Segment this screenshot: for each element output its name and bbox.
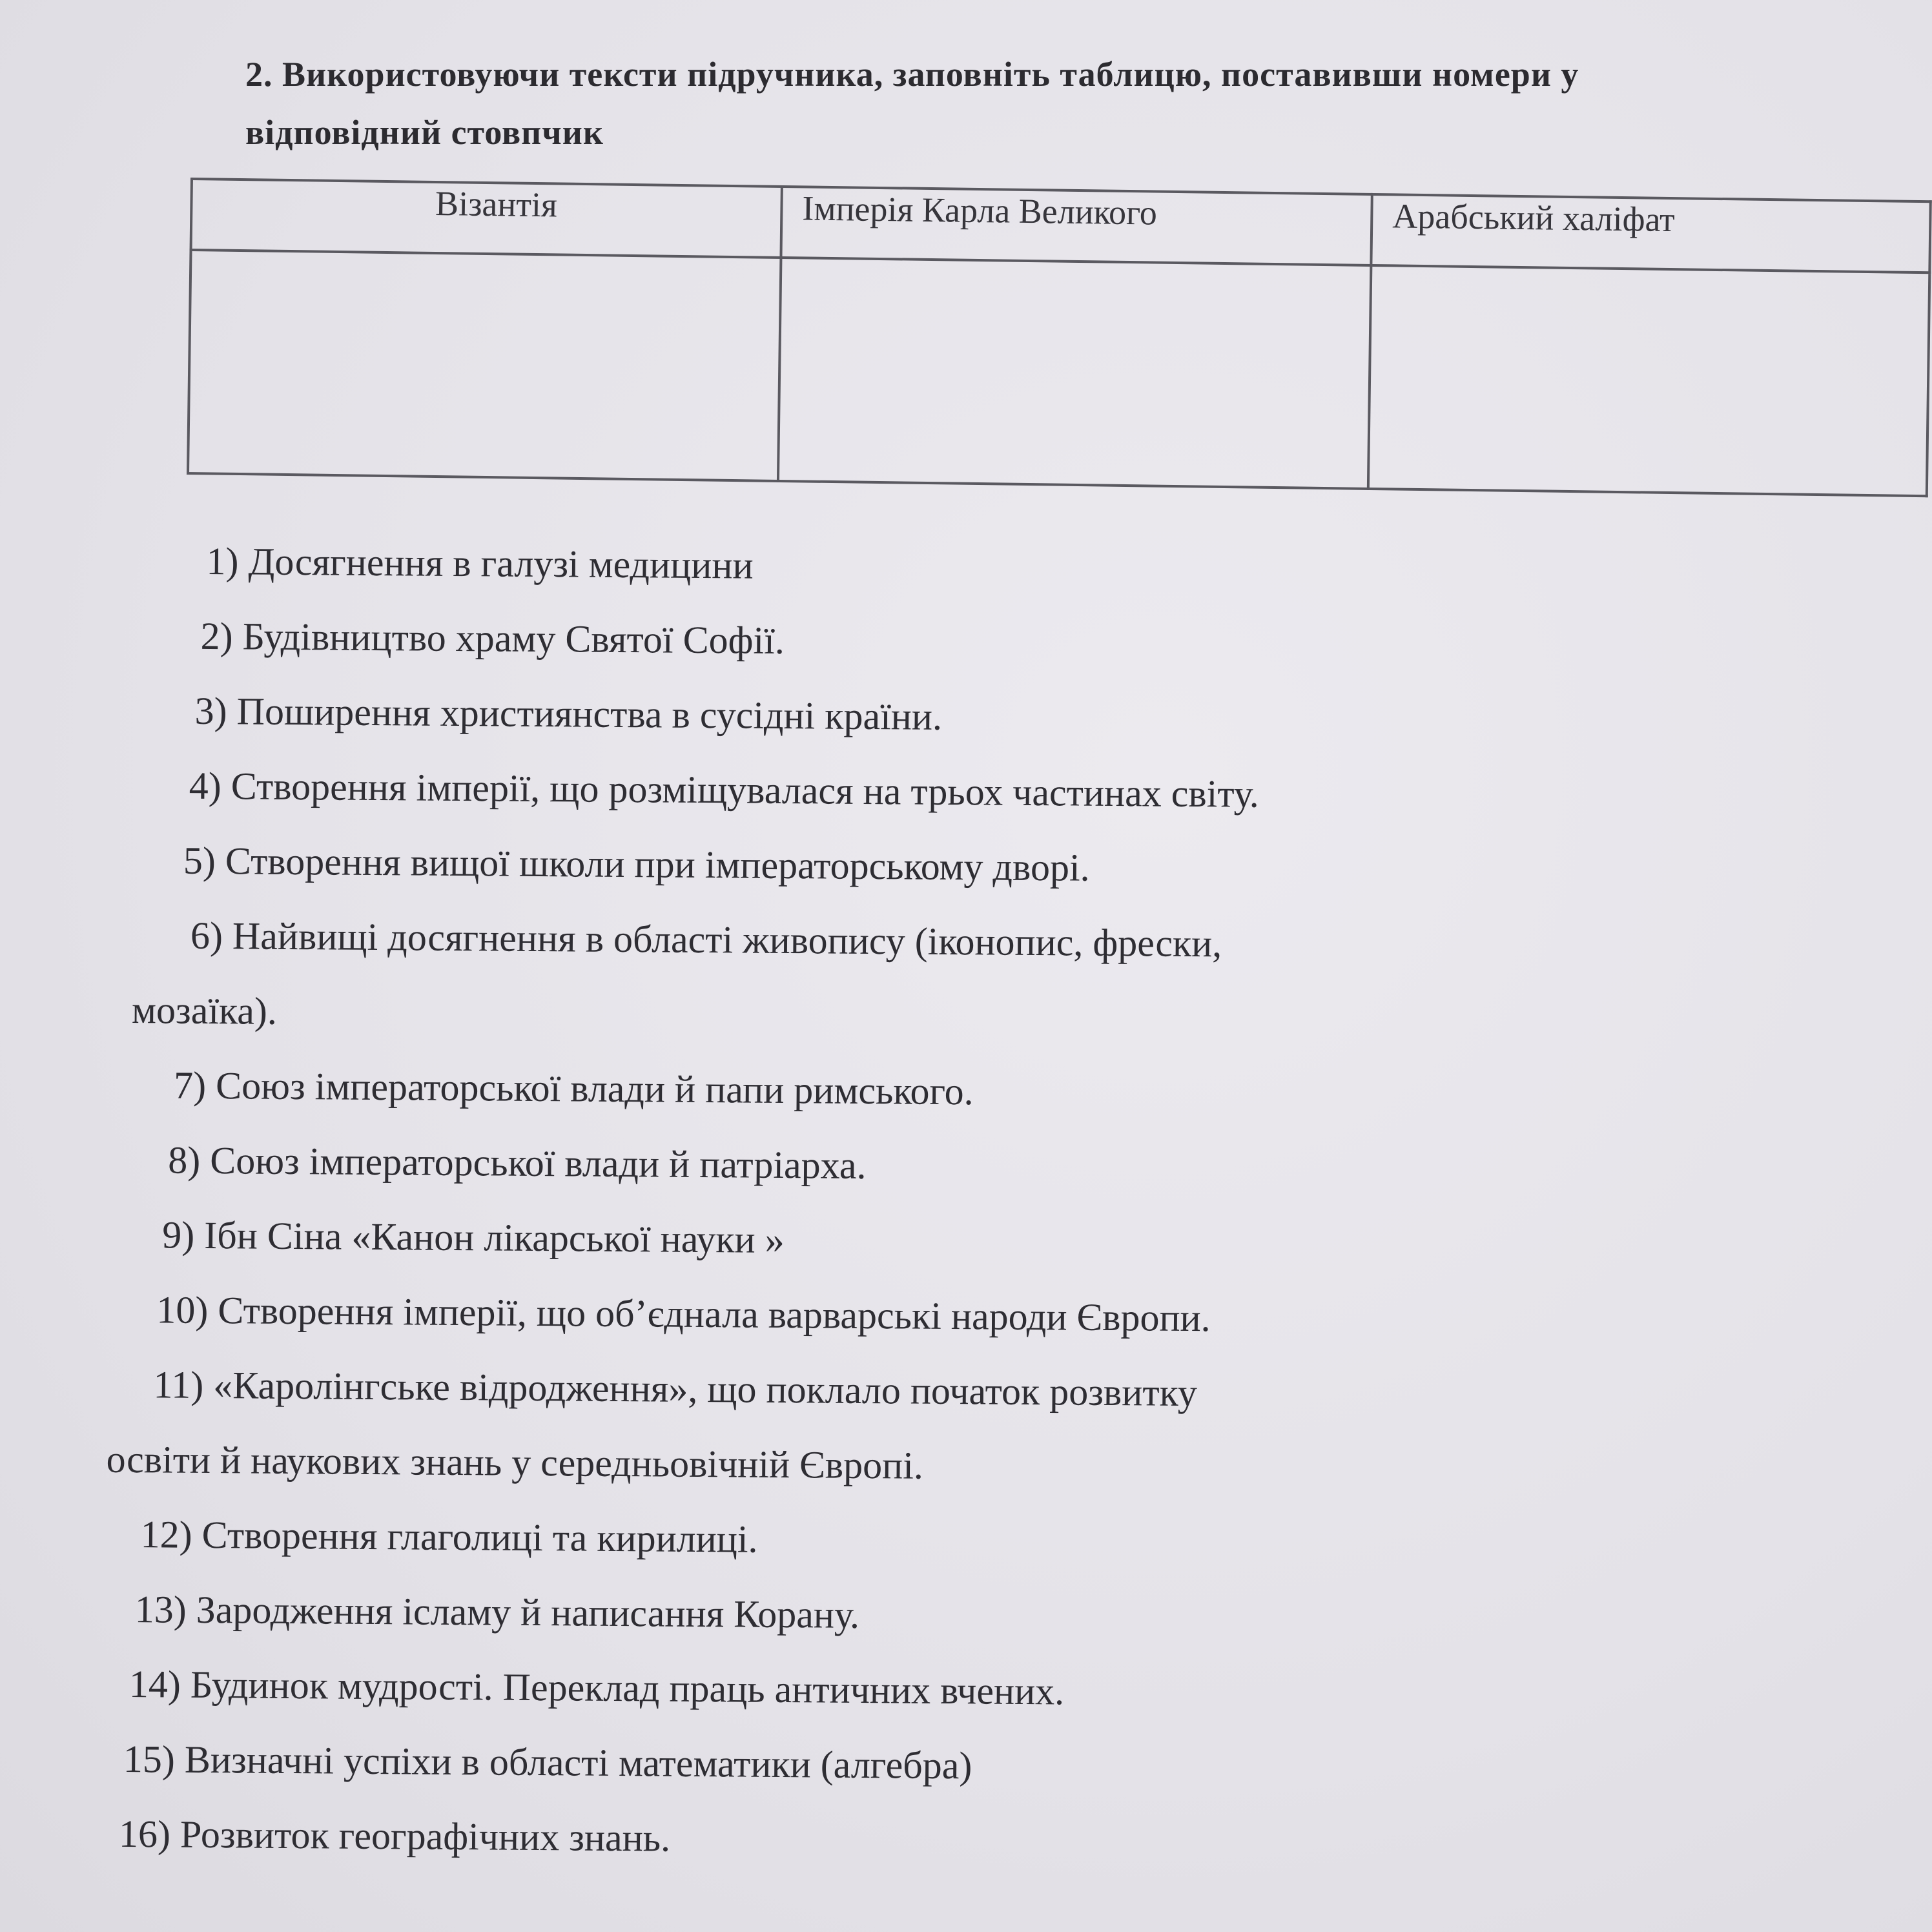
answer-cell-arab-caliphate[interactable]: [1368, 265, 1929, 496]
list-item: 7) Союз імператорської влади й папи римського.: [173, 1064, 974, 1113]
column-header-arab-caliphate: Арабський халіфат: [1371, 194, 1930, 273]
answer-table-row: [188, 250, 1929, 496]
list-item-continuation: мозаїка).: [131, 989, 278, 1033]
list-item: 15) Визначні успіхи в області математики (алгебра): [123, 1737, 972, 1787]
list-item: 8) Союз імператорської влади й патріарха.: [167, 1138, 867, 1187]
list-item: 12) Створення глаголиці та кирилиці.: [140, 1513, 758, 1561]
answer-table: [187, 178, 1932, 497]
list-item: 9) Ібн Сіна «Канон лікарської науки »: [162, 1213, 785, 1262]
task-title-line-1: 2. Використовуючи тексти підручника, заповніть таблицю, поставивши номери у: [245, 55, 1579, 94]
list-item: 13) Зародження ісламу й написання Корану.: [134, 1588, 860, 1636]
list-item: 10) Створення імперії, що об’єднала варварські народи Європи.: [156, 1288, 1211, 1340]
answer-cell-byzantium[interactable]: [188, 250, 781, 481]
list-item: 3) Поширення християнства в сусідні країни.: [194, 689, 943, 738]
task-title-line-2: відповідний стовпчик: [245, 113, 604, 152]
statements-list: [106, 523, 1614, 1883]
list-item: 11) «Каролінгське відродження», що поклало початок розвитку освіти й наукових знань у середньовічній Європі.: [152, 1347, 1608, 1508]
list-item: 1) Досягнення в галузі медицини: [206, 539, 754, 587]
list-item: 5) Створення вищої школи при імператорському дворі.: [183, 839, 1090, 889]
column-header-charlemagne-empire: Імперія Карла Великого: [781, 187, 1372, 265]
answer-cell-charlemagne-empire[interactable]: [778, 258, 1371, 489]
list-item: 6) Найвищі досягнення в області живопису (іконопис, фрески, мозаїка).: [190, 898, 1612, 1059]
list-item: 2) Будівництво храму Святої Софії.: [200, 614, 785, 662]
list-item: 4) Створення імперії, що розміщувалася на трьох частинах світу.: [189, 764, 1260, 816]
task-title: [245, 45, 1827, 161]
list-item: 14) Будинок мудрості. Переклад праць античних вчених.: [128, 1663, 1065, 1713]
column-header-byzantium: Візантія: [191, 179, 782, 258]
list-item: 16) Розвиток географічних знань.: [118, 1812, 671, 1860]
list-item-continuation: освіти й наукових знань у середньовічній Європі.: [106, 1437, 924, 1487]
